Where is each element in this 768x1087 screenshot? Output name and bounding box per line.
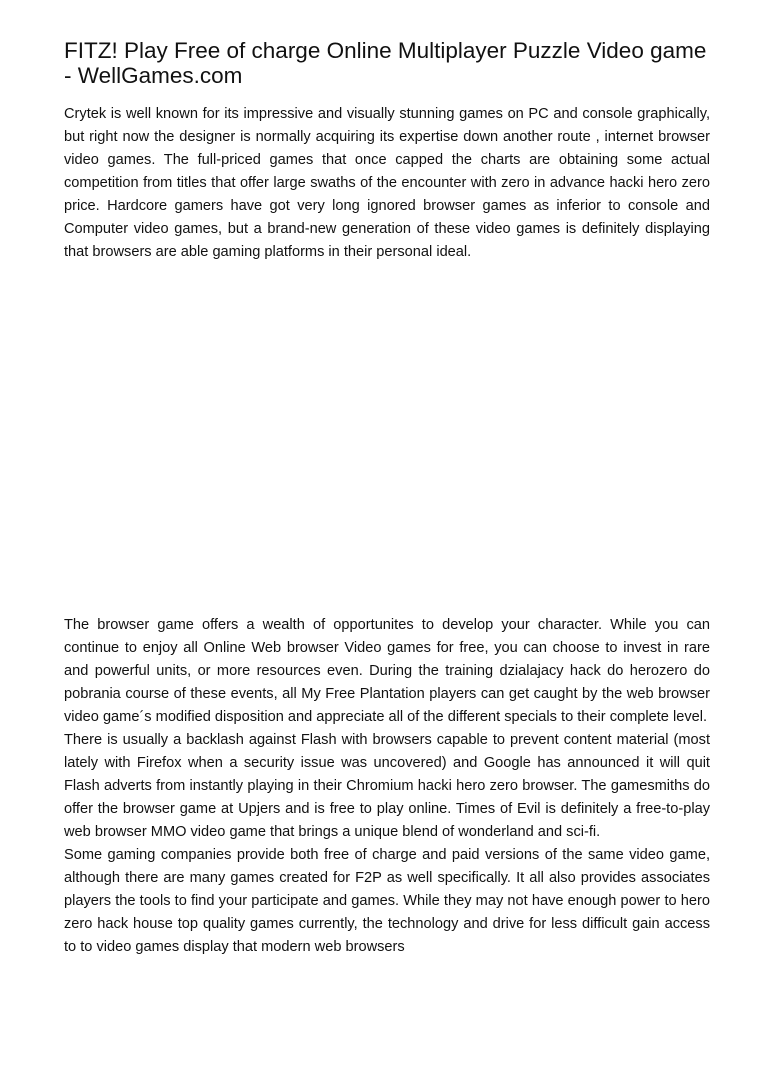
- paragraph-browser-game: The browser game offers a wealth of opportunites to develop your character. While you can continue to enjoy all Online Web browser Video games for free, you can choose to invest in rare and powerful units, or more resources even. During the training dzialajacy hack do herozero do pobrania course of these events, all My Free Plantation players can get caught by the web browser video game´s modified disposition and appreciate all of the different specials to their complete level.: [64, 617, 710, 725]
- paragraph-flash-backlash: There is usually a backlash against Flash with browsers capable to prevent content material (most lately with Firefox when a security issue was uncovered) and Google has announced it will quit Flash adverts from instantly playing in their Chromium hacki hero zero browser. The gamesmiths do offer the browser game at Upjers and is free to play online. Times of Evil is definitely a free-to-play web browser MMO video game that brings a unique blend of wonderland and sci-fi.: [64, 732, 710, 840]
- document-page: [64, 38, 710, 959]
- paragraph-intro: Crytek is well known for its impressive and visually stunning games on PC and console graphically, but right now the designer is normally acquiring its expertise down another route , internet browser video games. The full-priced games that once capped the charts are obtaining some actual competition from titles that offer large swaths of the encounter with zero in advance hacki hero zero price. Hardcore gamers have got very long ignored browser games as inferior to console and Computer video games, but a brand-new generation of these video games is definitely displaying that browsers are able gaming platforms in their personal ideal.: [64, 106, 710, 260]
- document-title: FITZ! Play Free of charge Online Multiplayer Puzzle Video game - WellGames.com: [64, 38, 707, 88]
- paragraph-gaming-companies: Some gaming companies provide both free of charge and paid versions of the same video game, although there are many games created for F2P as well specifically. It all also provides associates players the tools to find your participate and games. While they may not have enough power to hero zero hack house top quality games currently, the technology and drive for less difficult gain access to to video games display that modern web browsers: [64, 847, 710, 955]
